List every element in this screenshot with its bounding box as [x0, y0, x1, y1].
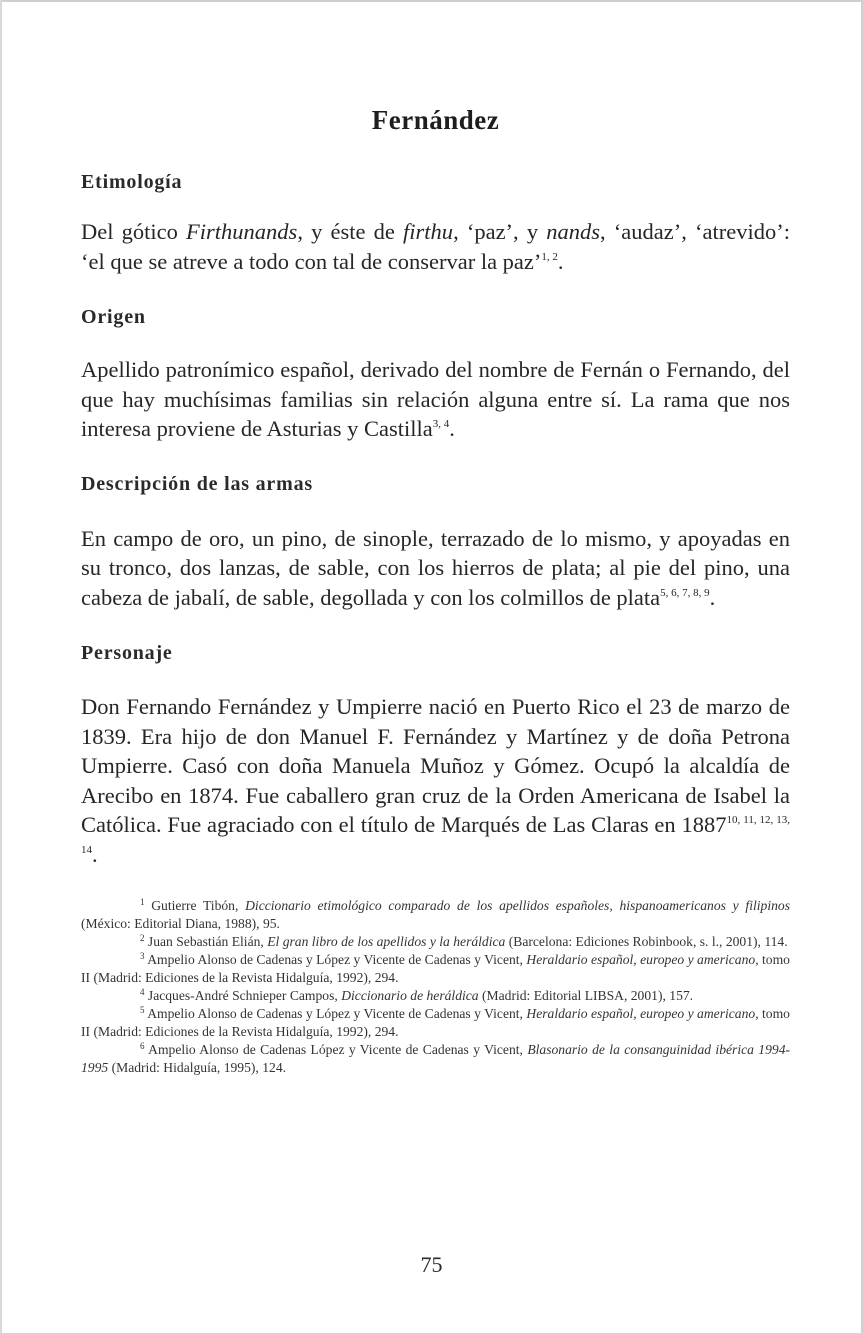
footnote-ref[interactable]: 10, 11, 12, 13, 14: [81, 814, 791, 856]
etimologia-text-1: Del gótico: [81, 219, 187, 244]
etimologia-word-firthunands: Firthunands: [186, 219, 298, 244]
page-number: 75: [420, 1252, 443, 1277]
footnote-number: 5: [140, 1005, 145, 1015]
footnote: [81, 897, 790, 933]
page-edge-top: [0, 0, 863, 2]
paragraph-etimologia: [81, 217, 790, 276]
footnote-number: 1: [140, 897, 145, 907]
footnote-number: 4: [140, 987, 145, 997]
footnote-ref[interactable]: 5, 6, 7, 8, 9: [660, 586, 710, 599]
etimologia-text-4: , ‘audaz’, ‘atrevido’: ‘el que se atreve a todo con tal de conservar la paz’: [81, 219, 790, 274]
footnote-book-title: Diccionario etimológico comparado de los apellidos españoles, hispanoamericanos y filipinos: [245, 898, 790, 913]
origen-end: .: [449, 416, 455, 441]
etimologia-word-firthu: firthu: [403, 219, 454, 244]
footnote-publication: , tomo II (Madrid: Ediciones de la Revista Hidalguía, 1992), 294.: [81, 952, 790, 985]
footnote-number: 3: [140, 951, 145, 961]
heading-origen: Origen: [81, 306, 146, 328]
footnotes: [81, 897, 790, 1077]
personaje-text: Don Fernando Fernández y Umpierre nació en Puerto Rico el 23 de marzo de 1839. Era hijo de don Manuel F. Fernández y Martínez y de doña Petrona Umpierre. Casó con doña Manuela Muñoz y Gómez. Ocupó la alcaldía de Arecibo en 1874. Fue caballero gran cruz de la Orden Americana de Isabel la Católica. Fue agraciado con el título de Marqués de Las Claras en 1887: [81, 694, 790, 837]
footnote-number: 2: [140, 933, 145, 943]
footnote-publication: , tomo II (Madrid: Ediciones de la Revista Hidalguía, 1992), 294.: [81, 1006, 790, 1039]
origen-text: Apellido patronímico español, derivado del nombre de Fernán o Fernando, del que hay muchísimas familias sin relación alguna entre sí. La rama que nos interesa proviene de Asturias y Castilla: [81, 357, 790, 441]
footnote-author: Juan Sebastián Elián,: [147, 934, 268, 949]
footnote-book-title: Heraldario español, europeo y americano: [526, 952, 756, 967]
page-edge-left: [0, 0, 2, 1333]
footnote-author: Ampelio Alonso de Cadenas y López y Vicente de Cadenas y Vicent,: [147, 1006, 527, 1021]
footnote-publication: (Madrid: Editorial LIBSA, 2001), 157.: [478, 988, 694, 1003]
etimologia-text-2: , y éste de: [297, 219, 404, 244]
footnote-number: 6: [140, 1041, 145, 1051]
footnote-author: Gutierre Tibón,: [151, 898, 246, 913]
paragraph-personaje: [81, 692, 790, 869]
heading-armas: Descripción de las armas: [81, 472, 313, 495]
page-title: Fernández: [371, 105, 500, 135]
footnote-publication: (Madrid: Hidalguía, 1995), 124.: [108, 1060, 287, 1075]
page-content: [81, 100, 790, 1077]
footnote-book-title: Diccionario de heráldica: [341, 988, 479, 1003]
armas-text: En campo de oro, un pino, de sinople, terrazado de lo mismo, y apoyadas en su tronco, dos lanzas, de sable, con los hierros de plata; al pie del pino, una cabeza de jabalí, de sable, degollada y con los colmillos de plata: [81, 525, 790, 610]
footnote-ref[interactable]: 3, 4: [432, 418, 450, 430]
personaje-end: .: [92, 841, 98, 867]
footnote-author: Jacques-André Schnieper Campos,: [147, 988, 342, 1003]
armas-end: .: [709, 584, 716, 610]
footnote-book-title: Blasonario de la consanguinidad ibérica 1994-1995: [81, 1042, 791, 1075]
footnote: [81, 987, 790, 1005]
footnote-author: Ampelio Alonso de Cadenas López y Vicente de Cadenas y Vicent,: [148, 1042, 528, 1057]
paragraph-armas: [81, 524, 790, 613]
footnote-ref[interactable]: 1, 2: [541, 250, 558, 263]
footnote-publication: (Barcelona: Ediciones Robinbook, s. l., 2001), 114.: [505, 934, 788, 949]
footnote-author: Ampelio Alonso de Cadenas y López y Vicente de Cadenas y Vicent,: [147, 952, 527, 967]
footnote: [81, 1005, 790, 1041]
etimologia-text-3: , ‘paz’, y: [453, 219, 547, 244]
etimologia-word-nands: nands: [546, 219, 601, 244]
footnote-book-title: Heraldario español, europeo y americano: [526, 1006, 756, 1021]
footnote-publication: (México: Editorial Diana, 1988), 95.: [81, 916, 280, 931]
footnote: [81, 951, 790, 987]
footnote-book-title: El gran libro de los apellidos y la heráldica: [267, 934, 506, 949]
footnote: [81, 933, 790, 951]
footnote: [81, 1041, 790, 1077]
etimologia-end: .: [557, 248, 564, 274]
heading-etimologia: Etimología: [81, 171, 183, 193]
heading-personaje: Personaje: [81, 642, 173, 664]
paragraph-origen: [81, 355, 790, 444]
